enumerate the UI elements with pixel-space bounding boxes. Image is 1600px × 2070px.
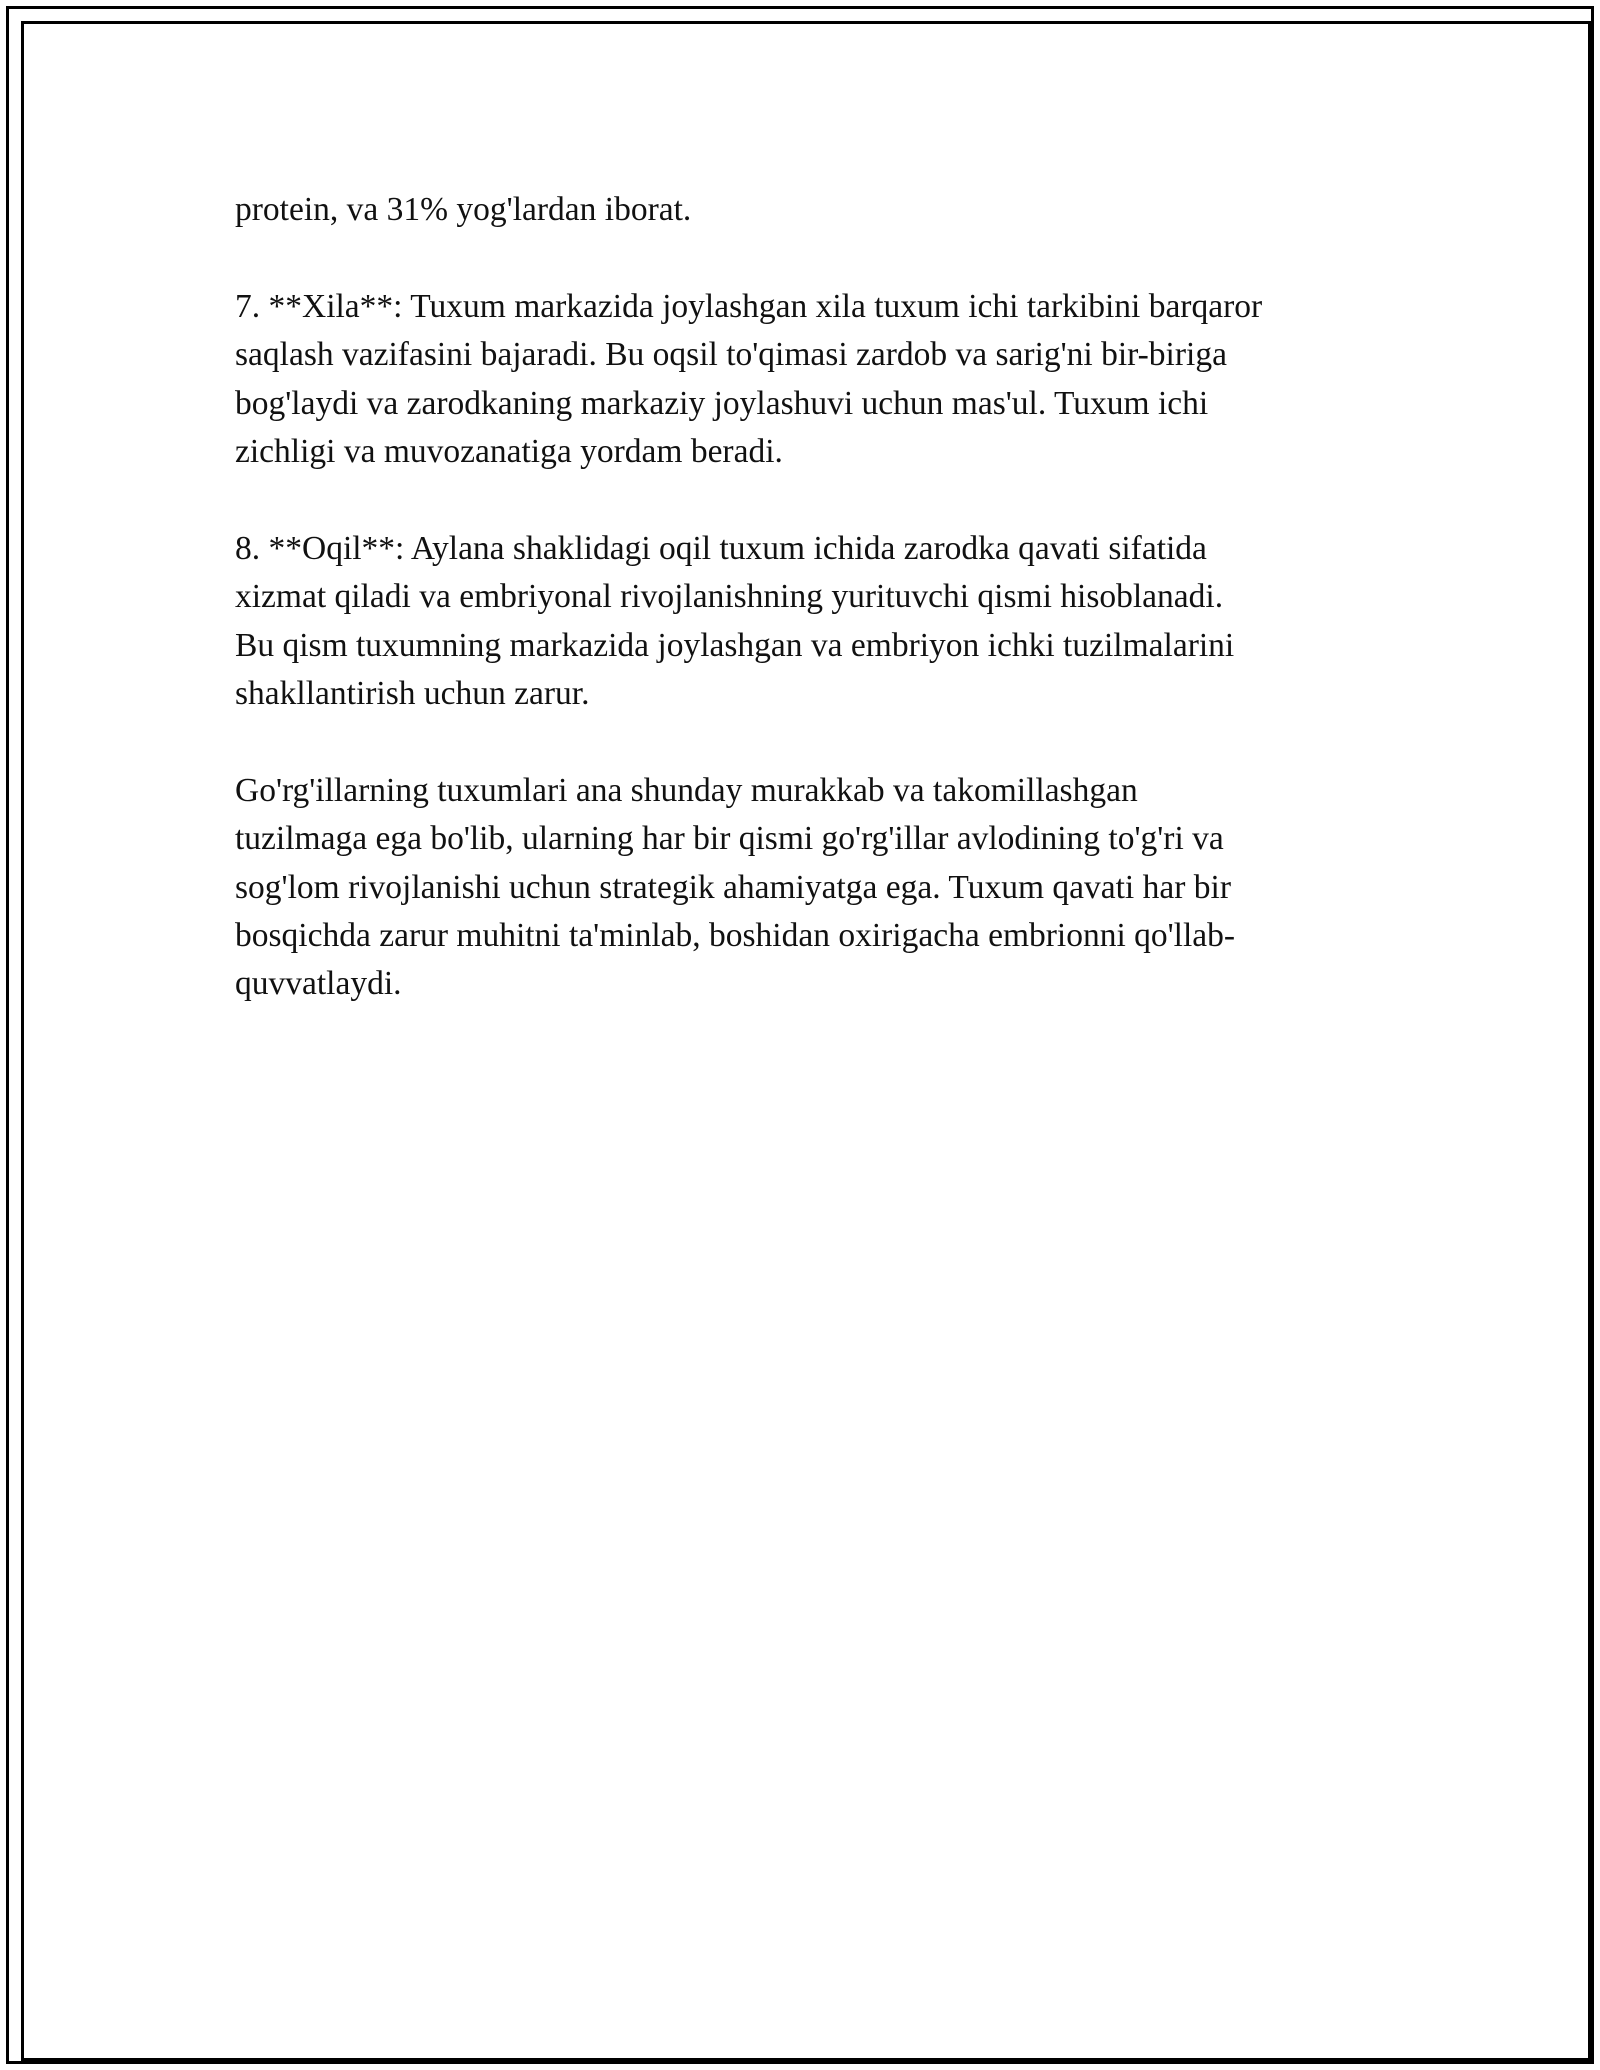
paragraph-item-7-xila — [235, 283, 1375, 477]
text-line: protein, va 31% yog'lardan iborat. — [235, 191, 692, 228]
text-line: bosqichda zarur muhitni ta'minlab, boshidan oxirigacha embrionni qo'llab- — [235, 917, 1236, 955]
paragraph-item-8-oqil — [235, 525, 1375, 719]
paragraph-continuation — [235, 186, 1375, 234]
text-line: 8. **Oqil**: Aylana shaklidagi oqil tuxum ichida zarodka qavati sifatida — [235, 529, 1207, 567]
text-line: sog'lom rivojlanishi uchun strategik ahamiyatga ega. Tuxum qavati har bir — [235, 868, 1231, 906]
text-line: tuzilmaga ega bo'lib, ularning har bir qismi go'rg'illar avlodining to'g'ri va — [235, 820, 1224, 858]
text-line: Go'rg'illarning tuxumlari ana shunday murakkab va takomillashgan — [235, 771, 1138, 809]
text-line: xizmat qiladi va embriyonal rivojlanishning yurituvchi qismi hisoblanadi. — [235, 578, 1224, 616]
text-line: 7. **Xila**: Tuxum markazida joylashgan xila tuxum ichi tarkibini barqaror — [235, 287, 1263, 325]
text-line: saqlash vazifasini bajaradi. Bu oqsil to'qimasi zardob va sarig'ni bir-biriga — [235, 336, 1227, 374]
text-line: shakllantirish uchun zarur. — [235, 675, 590, 713]
text-line: bog'laydi va zarodkaning markaziy joylashuvi uchun mas'ul. Tuxum ichi — [235, 384, 1209, 422]
text-line: quvvatlaydi. — [235, 965, 402, 1003]
document-body — [235, 186, 1375, 1057]
text-line: Bu qism tuxumning markazida joylashgan va embriyon ichki tuzilmalarini — [235, 626, 1235, 664]
paragraph-conclusion — [235, 767, 1375, 1009]
text-line: zichligi va muvozanatiga yordam beradi. — [235, 433, 783, 471]
